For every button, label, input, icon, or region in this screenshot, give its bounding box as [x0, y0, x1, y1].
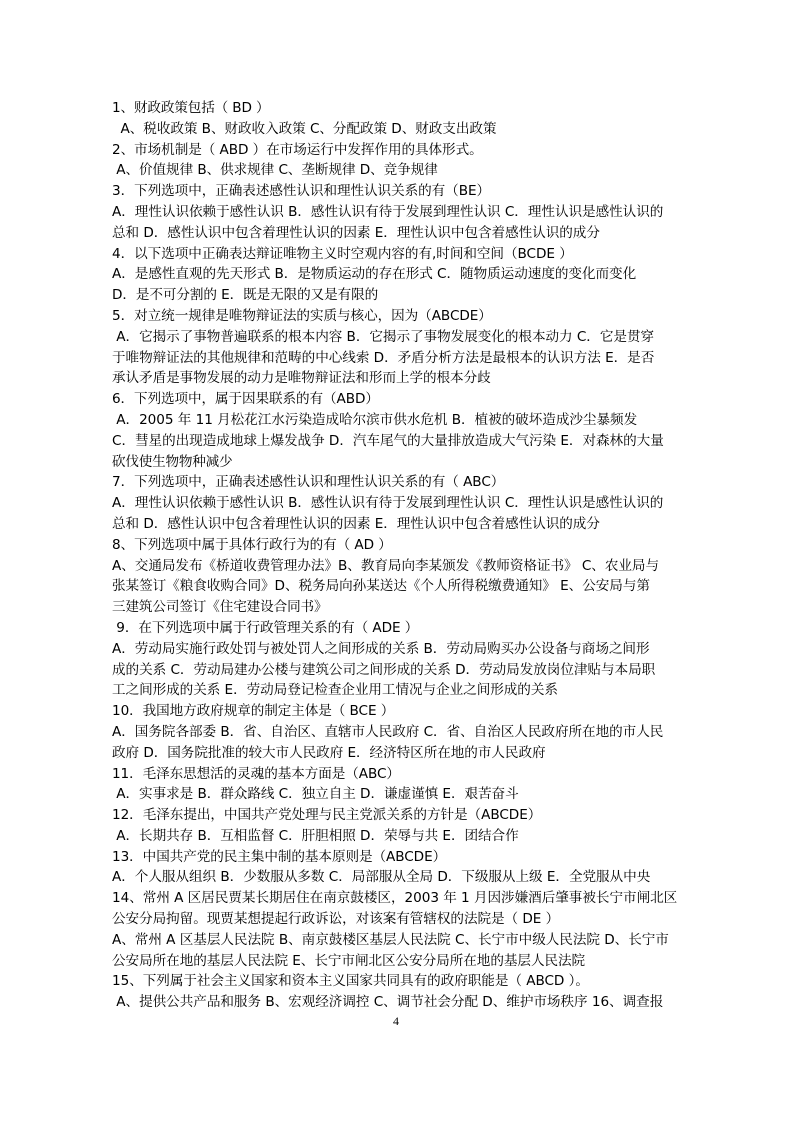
text-line: A．个人服从组织 B．少数服从多数 C．局部服从全局 D．下级服从上级 E．全党服从中央: [112, 869, 651, 886]
text-line: A、常州 A 区基层人民法院 B、南京鼓楼区基层人民法院 C、长宁市中级人民法院 D、长宁市: [112, 931, 669, 948]
text-line: A．实事求是 B．群众路线 C．独立自主 D．谦虚谨慎 E．艰苦奋斗: [112, 786, 519, 803]
text-line: A．理性认识依赖于感性认识 B．感性认识有待于发展到理性认识 C．理性认识是感性认识的: [112, 495, 664, 512]
text-line: 9．在下列选项中属于行政管理关系的有（ ADE ）: [112, 619, 419, 636]
text-line: 工之间形成的关系 E．劳动局登记检查企业用工情况与企业之间形成的关系: [112, 682, 558, 699]
text-line: C．彗星的出现造成地球上爆发战争 D．汽车尾气的大量排放造成大气污染 E．对森林的大量: [112, 432, 664, 449]
text-line: 总和 D．感性认识中包含着理性认识的因素 E．理性认识中包含着感性认识的成分: [112, 224, 600, 241]
text-line: A、税收政策 B、财政收入政策 C、分配政策 D、财政支出政策: [112, 120, 497, 137]
text-line: A、价值规律 B、供求规律 C、垄断规律 D、竞争规律: [112, 162, 438, 179]
text-line: 7．下列选项中，正确表述感性认识和理性认识关系的有（ ABC）: [112, 474, 505, 491]
text-line: A．长期共存 B．互相监督 C．肝胆相照 D．荣辱与共 E．团结合作: [112, 827, 519, 844]
text-line: A、提供公共产品和服务 B、宏观经济调控 C、调节社会分配 D、维护市场秩序 16、调查报: [112, 994, 664, 1011]
text-line: A．它揭示了事物普遍联系的根本内容 B．它揭示了事物发展变化的根本动力 C．它是贯穿: [112, 328, 655, 345]
text-line: 成的关系 C．劳动局建办公楼与建筑公司之间形成的关系 D．劳动局发放岗位津贴与本局职: [112, 661, 656, 678]
text-line: 12．毛泽东提出，中国共产党处理与民主党派关系的方针是（ABCDE）: [112, 807, 542, 824]
text-line: A．理性认识依赖于感性认识 B．感性认识有待于发展到理性认识 C．理性认识是感性认识的: [112, 203, 664, 220]
text-line: 14、常州 A 区居民贾某长期居住在南京鼓楼区，2003 年 1 月因涉嫌酒后肇事被长宁市闸北区: [112, 890, 678, 907]
text-line: 10．我国地方政府规章的制定主体是（ BCE ）: [112, 703, 395, 720]
page-number: 4: [393, 1014, 399, 1028]
text-line: A．劳动局实施行政处罚与被处罚人之间形成的关系 B．劳动局购买办公设备与商场之间形: [112, 640, 650, 657]
text-line: 8、下列选项中属于具体行政行为的有（ AD ）: [112, 536, 392, 553]
text-line: 11．毛泽东思想活的灵魂的基本方面是（ABC）: [112, 765, 400, 782]
text-line: 2、市场机制是（ ABD ）在市场运行中发挥作用的具体形式。: [112, 141, 483, 158]
text-line: 承认矛盾是事物发展的动力是唯物辩证法和形而上学的根本分歧: [112, 370, 491, 387]
text-line: 于唯物辩证法的其他规律和范畴的中心线索 D．矛盾分析方法是最根本的认识方法 E．是否: [112, 349, 655, 366]
text-line: 总和 D．感性认识中包含着理性认识的因素 E．理性认识中包含着感性认识的成分: [112, 515, 600, 532]
text-line: 13．中国共产党的民主集中制的基本原则是（ABCDE）: [112, 848, 447, 865]
text-line: 公安局所在地的基层人民法院 E、长宁市闸北区公安分局所在地的基层人民法院: [112, 952, 586, 969]
text-line: 1、财政政策包括（ BD ）: [112, 100, 270, 116]
text-line: 砍伐使生物物种减少: [112, 453, 233, 470]
text-line: 张某签订《粮食收购合同》D、税务局向孙某送达《个人所得税缴费通知》 E、公安局与第: [112, 578, 650, 595]
text-line: 3．下列选项中，正确表述感性认识和理性认识关系的有（BE）: [112, 183, 490, 200]
text-line: A．2005 年 11 月松花江水污染造成哈尔滨市供水危机 B．植被的破坏造成沙尘暴频发: [112, 411, 638, 428]
text-line: 6．下列选项中，属于因果联系的有（ABD）: [112, 391, 379, 408]
text-line: 5．对立统一规律是唯物辩证法的实质与核心，因为（ABCDE）: [112, 307, 492, 324]
text-line: 三建筑公司签订《住宅建设合同书》: [112, 599, 328, 616]
text-line: A、交通局发布《桥道收费管理办法》B、教育局向李某颁发《教师资格证书》 C、农业局与: [112, 557, 659, 574]
text-line: 公安分局拘留。现贾某想提起行政诉讼，对该案有管辖权的法院是（ DE ）: [112, 911, 560, 928]
text-line: 4．以下选项中正确表达辩证唯物主义时空观内容的有,时间和空间（BCDE ）: [112, 245, 573, 262]
document-body: [112, 98, 692, 1013]
text-line: 政府 D．国务院批准的较大市人民政府 E．经济特区所在地的市人民政府: [112, 744, 546, 761]
text-line: A．国务院各部委 B．省、自治区、直辖市人民政府 C．省、自治区人民政府所在地的市人民: [112, 723, 664, 740]
text-line: 15、下列属于社会主义国家和资本主义国家共同具有的政府职能是（ ABCD ）。: [112, 973, 589, 990]
text-line: A．是感性直观的先天形式 B．是物质运动的存在形式 C．随物质运动速度的变化而变化: [112, 266, 637, 283]
text-line: D．是不可分割的 E．既是无限的又是有限的: [112, 287, 379, 304]
